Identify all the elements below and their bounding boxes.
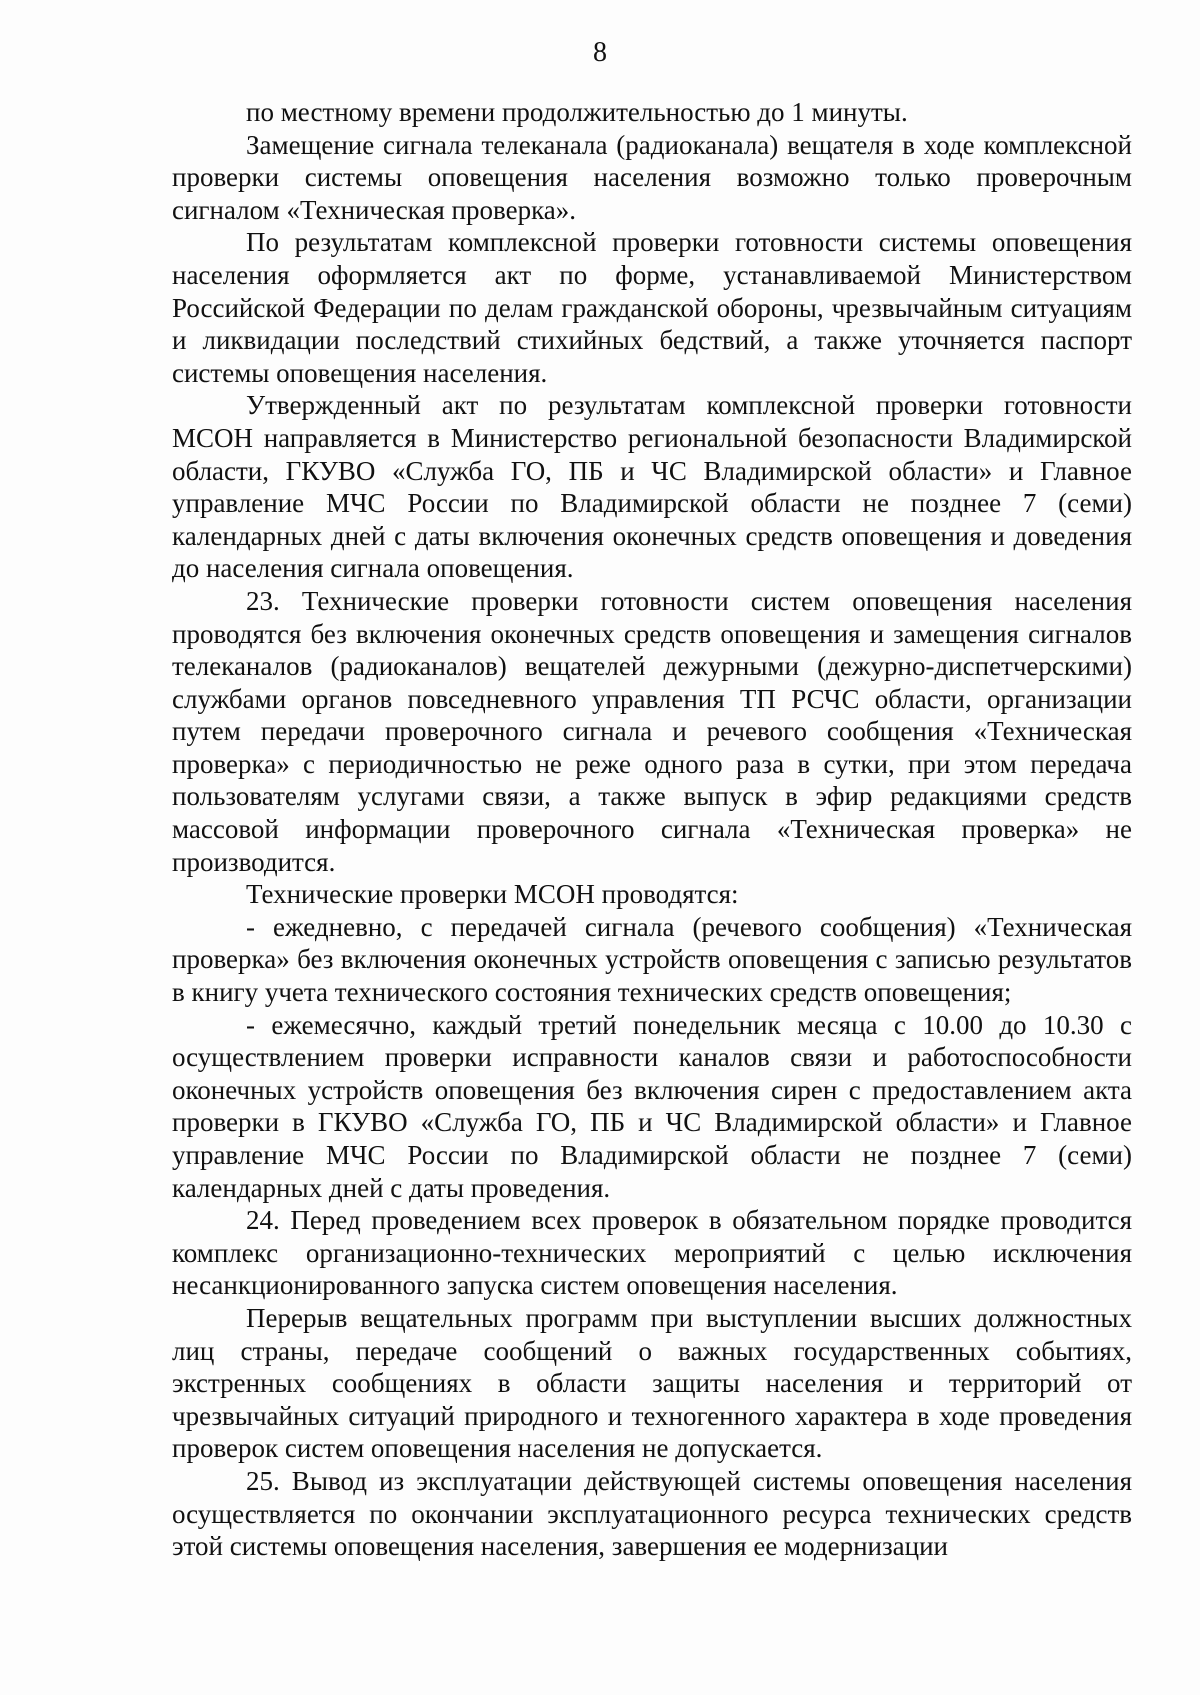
paragraph-item-25: 25. Вывод из эксплуатации действующей системы оповещения населения осуществляется по окончании эксплуатационного ресурса технических средств этой системы оповещения населения, завершения ее модернизации [172, 1465, 1132, 1562]
page-number: 8 [593, 37, 607, 68]
document-body [172, 96, 1132, 1563]
paragraph-check-act: По результатам комплексной проверки готовности системы оповещения населения оформляется акт по форме, устанавливаемой Министерством Российской Федерации по делам гражданской обороны, чрезвычайным ситуациям и ликвидации последствий стихийных бедствий, а также уточняется паспорт системы оповещения населения. [172, 227, 1132, 388]
paragraph-msoh-checks-intro: Технические проверки МСОН проводятся: [246, 879, 739, 910]
paragraph-approved-act: Утвержденный акт по результатам комплексной проверки готовности МСОН направляется в Министерство региональной безопасности Владимирской области, ГКУВО «Служба ГО, ПБ и ЧС Владимирской области» и Главное управление МЧС России по Владимирской области не позднее 7 (семи) календарных дней с даты включения оконечных средств оповещения и доведения до населения сигнала оповещения. [172, 390, 1132, 584]
list-item-daily-check: - ежедневно, с передачей сигнала (речевого сообщения) «Техническая проверка» без включения оконечных устройств оповещения с записью результатов в книгу учета технического состояния технических средств оповещения; [172, 911, 1132, 1008]
paragraph-item-23: 23. Технические проверки готовности систем оповещения населения проводятся без включения оконечных средств оповещения и замещения сигналов телеканалов (радиоканалов) вещателей дежурными (дежурно-диспетчерскими) службами органов повседневного управления ТП РСЧС области, организации путем передачи проверочного сигнала и речевого сообщения «Техническая проверка» с периодичностью не реже одного раза в сутки, при этом передача пользователям услугами связи, а также выпуск в эфир редакциями средств массовой информации проверочного сигнала «Техническая проверка» не производится. [172, 585, 1132, 877]
paragraph-continuation: по местному времени продолжительностью до 1 минуты. [246, 97, 908, 127]
list-item-monthly-check: - ежемесячно, каждый третий понедельник месяца с 10.00 до 10.30 с осуществлением проверки исправности каналов связи и работоспособности оконечных устройств оповещения без включения сирен с предоставлением акта проверки в ГКУВО «Служба ГО, ПБ и ЧС Владимирской области» и Главное управление МЧС России по Владимирской области не позднее 7 (семи) календарных дней с даты проведения. [172, 1009, 1132, 1203]
paragraph-signal-substitution: Замещение сигнала телеканала (радиоканала) вещателя в ходе комплексной проверки системы оповещения населения возможно только проверочным сигналом «Техническая проверка». [172, 129, 1132, 225]
paragraph-broadcast-interruption: Перерыв вещательных программ при выступлении высших должностных лиц страны, передаче сообщений о важных государственных событиях, экстренных сообщениях в области защиты населения и территорий от чрезвычайных ситуаций природного и техногенного характера в ходе проведения проверок систем оповещения населения не допускается. [172, 1302, 1132, 1464]
paragraph-item-24: 24. Перед проведением всех проверок в обязательном порядке проводится комплекс организационно-технических мероприятий с целью исключения несанкционированного запуска систем оповещения населения. [172, 1205, 1132, 1301]
